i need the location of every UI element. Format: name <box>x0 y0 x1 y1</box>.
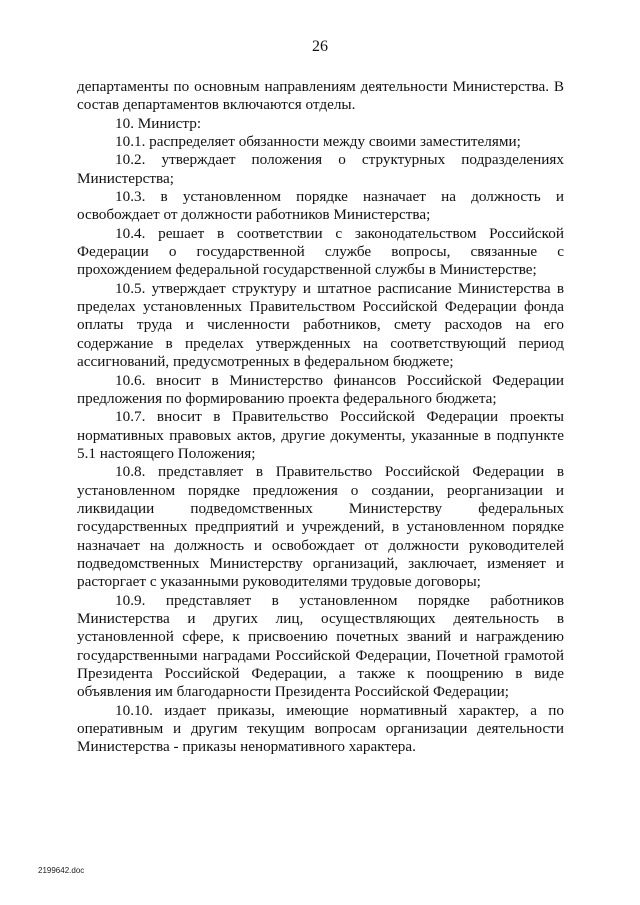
paragraph-10-8: 10.8. представляет в Правительство Российской Федерации в установленном порядке предложения о создании, реорганизации и ликвидации подведомственных Министерству федеральных государственных предприятий и учреждений, в установленном порядке назначает на должность и освобождает от должности руководителей подведомственных Министерству организаций, заключает, изменяет и расторгает с указанными руководителями трудовые договоры; <box>77 463 564 591</box>
paragraph-10-5: 10.5. утверждает структуру и штатное расписание Министерства в пределах установленных Правительством Российской Федерации фонда оплаты труда и численности работников, смету расходов на его содержание в пределах утвержденных на соответствующий период ассигнований, предусмотренных в федеральном бюджете; <box>77 279 564 371</box>
paragraph-continuation: департаменты по основным направлениям деятельности Министерства. В состав департаментов включаются отделы. <box>77 78 564 114</box>
paragraph-10-3: 10.3. в установленном порядке назначает на должность и освобождает от должности работников Министерства; <box>77 188 564 224</box>
footer-filename: 2199642.doc <box>38 866 85 875</box>
page-number: 26 <box>312 38 328 55</box>
paragraph-10: 10. Министр: <box>115 114 202 132</box>
paragraph-10-7: 10.7. вносит в Правительство Российской Федерации проекты нормативных правовых актов, другие документы, указанные в подпункте 5.1 настоящего Положения; <box>77 408 564 462</box>
paragraph-10-10: 10.10. издает приказы, имеющие нормативный характер, а по оперативным и другим текущим вопросам организации деятельности Министерства - приказы ненормативного характера. <box>77 701 564 756</box>
document-body <box>77 78 564 757</box>
paragraph-10-1: 10.1. распределяет обязанности между своими заместителями; <box>115 133 521 151</box>
paragraph-10-9: 10.9. представляет в установленном порядке работников Министерства и других лиц, осуществляющих деятельность в установленной сфере, к присвоению почетных званий и награждению государственными наградами Российской Федерации, Почетной грамотой Президента Российской Федерации, а также к поощрению в виде объявления им благодарности Президента Российской Федерации; <box>77 591 564 701</box>
paragraph-10-2: 10.2. утверждает положения о структурных подразделениях Министерства; <box>77 151 564 187</box>
paragraph-10-6: 10.6. вносит в Министерство финансов Российской Федерации предложения по формированию проекта федерального бюджета; <box>77 371 564 407</box>
paragraph-10-4: 10.4. решает в соответствии с законодательством Российской Федерации о государственной службе вопросы, связанные с прохождением федеральной государственной службы в Министерстве; <box>77 224 564 279</box>
